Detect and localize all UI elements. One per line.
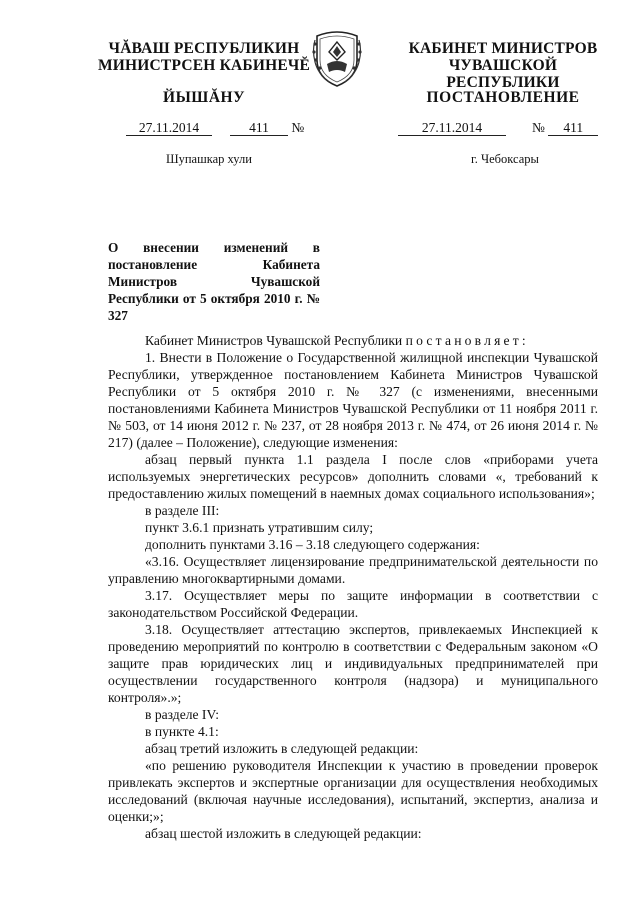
body-paragraph: в разделе III: bbox=[145, 503, 220, 518]
body-paragraph: 3.18. Осуществляет аттестацию экспертов, привлекаемых Инспекцией к проведению мероприятий по контролю в соответствии с Федеральным законом «О защите прав юридических лиц и индивидуальных предпринимателей при осуществлении государственного контроля (надзора) и муниципального контроля».»; bbox=[108, 622, 598, 705]
body-paragraph: дополнить пунктами 3.16 – 3.18 следующего содержания: bbox=[145, 537, 480, 552]
intro-verb: постановляет: bbox=[405, 333, 529, 348]
document-subject: О внесении изменений в постановление Кабинета Министров Чувашской Республики от 5 октября 2010 г. № 327 bbox=[108, 240, 320, 323]
body-paragraph: в пункте 4.1: bbox=[145, 724, 219, 739]
header-left-line1: ЧĂВАШ РЕСПУБЛИКИН bbox=[108, 40, 300, 57]
registration-left bbox=[126, 120, 304, 136]
body-paragraph: абзац третий изложить в следующей редакции: bbox=[145, 741, 419, 756]
header-right-line2: ЧУВАШСКОЙ РЕСПУБЛИКИ bbox=[446, 57, 560, 91]
intro-paragraph bbox=[108, 332, 598, 349]
body-paragraph: 1. Внести в Положение о Государственной жилищной инспекции Чувашской Республики, утвержденное постановлением Кабинета Министров Чувашской Республики от 5 октября 2010 г. № 327 (с изменениями, внесенными постановлениями Кабинета Министров Чувашской Республики от 11 ноября 2011 г. № 503, от 14 июня 2012 г. № 237, от 28 ноября 2013 г. № 474, от 26 июня 2014 г. № 217) (далее – Положение), следующие изменения: bbox=[108, 350, 598, 450]
emblem-icon bbox=[311, 30, 363, 88]
number-left: 411 bbox=[230, 120, 288, 136]
body-paragraph: 3.17. Осуществляет меры по защите информации в соответствии с законодательством Российской Федерации. bbox=[108, 588, 598, 620]
number-sign-right: № bbox=[532, 120, 545, 135]
number-right: 411 bbox=[548, 120, 598, 136]
doc-type-right: ПОСТАНОВЛЕНИЕ bbox=[426, 89, 580, 106]
intro-prefix: Кабинет Министров Чувашской Республики bbox=[145, 333, 403, 348]
header-left-line2: МИНИСТРСЕН КАБИНЕЧĔ bbox=[97, 57, 311, 74]
document-body bbox=[108, 332, 598, 842]
body-paragraph: «3.16. Осуществляет лицензирование предпринимательской деятельности по управлению многоквартирными домами. bbox=[108, 554, 598, 586]
doc-type-left: ЙЫШĂНУ bbox=[163, 89, 245, 106]
header-right-org bbox=[398, 40, 608, 91]
city-left: Шупашкар хули bbox=[166, 152, 252, 166]
body-paragraph: пункт 3.6.1 признать утратившим силу; bbox=[145, 520, 374, 535]
header-right-line1: КАБИНЕТ МИНИСТРОВ bbox=[408, 40, 598, 57]
registration-right bbox=[398, 120, 598, 136]
body-paragraph: «по решению руководителя Инспекции к участию в проведении проверок привлекать экспертов и экспертные организации для осуществления необходимых исследований (включая научные исследования), испытаний, экспертиз, анализа и оценки;»; bbox=[108, 758, 598, 824]
number-sign-left: № bbox=[291, 120, 305, 135]
body-paragraph: в разделе IV: bbox=[145, 707, 220, 722]
body-paragraph: абзац первый пункта 1.1 раздела I после слов «приборами учета используемых энергетических ресурсов» дополнить словами «, требований к предоставлению жилых помещений в наемных домах социального использования»; bbox=[108, 452, 598, 501]
body-paragraph: абзац шестой изложить в следующей редакции: bbox=[145, 826, 422, 841]
header-left-org bbox=[96, 40, 312, 74]
coat-of-arms-emblem bbox=[311, 30, 363, 88]
date-left: 27.11.2014 bbox=[126, 120, 212, 136]
date-right: 27.11.2014 bbox=[398, 120, 506, 136]
city-right: г. Чебоксары bbox=[471, 152, 539, 166]
